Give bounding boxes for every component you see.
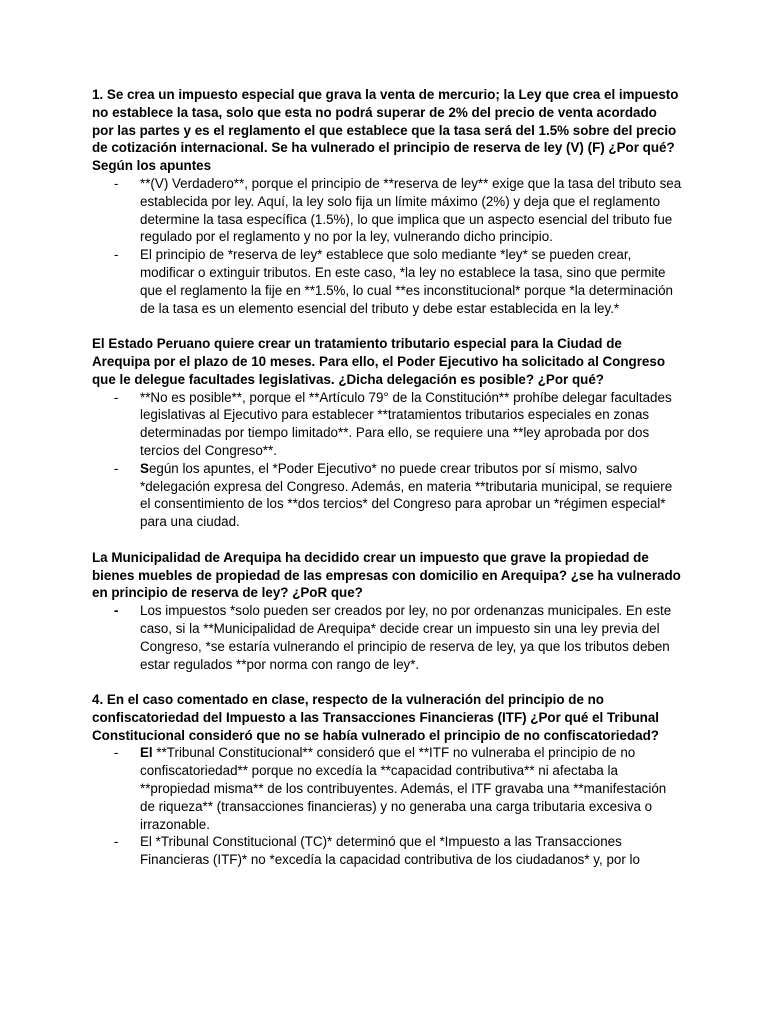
bullet-dash: -	[114, 175, 119, 191]
question-block-4	[92, 691, 682, 869]
question-text: El Estado Peruano quiere crear un tratamiento tributario especial para la Ciudad de Arequipa por el plazo de 10 meses. Para ello, el Poder Ejecutivo ha solicitado al Congreso que le delegue facultades legislativas. ¿Dicha delegación es posible? ¿Por qué?	[92, 336, 665, 387]
bullet-dash: -	[114, 834, 119, 850]
bullet-dash: -	[114, 460, 119, 476]
answer-item	[92, 389, 682, 460]
bullet-dash: -	[114, 389, 119, 405]
bullet-dash: -	[114, 603, 119, 619]
answer-text: egún los apuntes, el *Poder Ejecutivo* no puede crear tributos por sí mismo, salvo *delegación expresa del Congreso. Además, en materia **tributaria municipal, se requiere el consentimiento de los **dos tercios* del Congreso para aprobar un *régimen especial* para una ciudad.	[140, 460, 673, 530]
bullet-dash: -	[114, 745, 119, 761]
answer-item	[92, 744, 682, 833]
document-page	[92, 86, 682, 887]
answer-lead: El	[140, 745, 153, 761]
question-block-2	[92, 335, 682, 531]
answer-list	[92, 602, 682, 673]
bullet-dash: -	[114, 247, 119, 263]
answer-item	[92, 460, 682, 531]
answer-item	[92, 602, 682, 673]
answer-text: El *Tribunal Constitucional (TC)* determinó que el *Impuesto a las Transacciones Financieras (ITF)* no *excedía la capacidad contributiva de los ciudadanos* y, por lo	[140, 834, 640, 868]
answer-text: **Tribunal Constitucional** consideró que el **ITF no vulneraba el principio de no confiscatoriedad** porque no excedía la **capacidad contributiva** ni afectaba la **propiedad misma** de los contribuyentes. Además, el ITF gravaba una **manifestación de riqueza** (transacciones financieras) y no generaba una carga tributaria excesiva o irrazonable.	[140, 745, 667, 832]
answer-lead: S	[140, 460, 149, 476]
answer-text: El principio de *reserva de ley* establece que solo mediante *ley* se pueden crear, modificar o extinguir tributos. En este caso, *la ley no establece la tasa, sino que permite que el reglamento la fije en **1.5%, lo cual **es inconstitucional* porque *la determinación de la tasa es un elemento esencial del tributo y debe estar establecida en la ley.*	[140, 247, 673, 316]
answer-text: Los impuestos *solo pueden ser creados por ley, no por ordenanzas municipales. En este caso, si la **Municipalidad de Arequipa* decide crear un impuesto sin una ley previa del Congreso, *se estaría vulnerando el principio de reserva de ley, ya que los tributos deben estar regulados **por norma con rango de ley*.	[140, 603, 672, 672]
answer-item	[92, 175, 682, 246]
answer-item	[92, 246, 682, 317]
question-block-3	[92, 549, 682, 674]
answer-item	[92, 833, 682, 869]
answer-list	[92, 389, 682, 531]
answer-list	[92, 744, 682, 869]
answer-list	[92, 175, 682, 317]
question-text: 1. Se crea un impuesto especial que grava la venta de mercurio; la Ley que crea el impuesto no establece la tasa, solo que esta no podrá superar de 2% del precio de venta acordado por las partes y es el reglamento el que establece que la tasa será del 1.5% sobre del precio de cotización internacional. Se ha vulnerado el principio de reserva de ley (V) (F) ¿Por qué? Según los apuntes	[92, 87, 679, 174]
question-block-1	[92, 86, 682, 317]
question-text: 4. En el caso comentado en clase, respecto de la vulneración del principio de no confiscatoriedad del Impuesto a las Transacciones Financieras (ITF) ¿Por qué el Tribunal Constitucional consideró que no se había vulnerado el principio de no confiscatoriedad?	[92, 692, 660, 743]
answer-text: **(V) Verdadero**, porque el principio de **reserva de ley** exige que la tasa del tributo sea establecida por ley. Aquí, la ley solo fija un límite máximo (2%) y deja que el reglamento determine la tasa específica (1.5%), lo que implica que un aspecto esencial del tributo fue regulado por el reglamento y no por la ley, vulnerando dicho principio.	[140, 175, 682, 245]
question-text: La Municipalidad de Arequipa ha decidido crear un impuesto que grave la propiedad de bienes muebles de propiedad de las empresas con domicilio en Arequipa? ¿se ha vulnerado en principio de reserva de ley? ¿PoR que?	[92, 549, 681, 601]
answer-text: **No es posible**, porque el **Artículo 79° de la Constitución** prohíbe delegar facultades legislativas al Ejecutivo para establecer **tratamientos tributarios especiales en zonas determinadas por tiempo limitado**. Para ello, se requiere una **ley aprobada por dos tercios del Congreso**.	[140, 389, 672, 458]
